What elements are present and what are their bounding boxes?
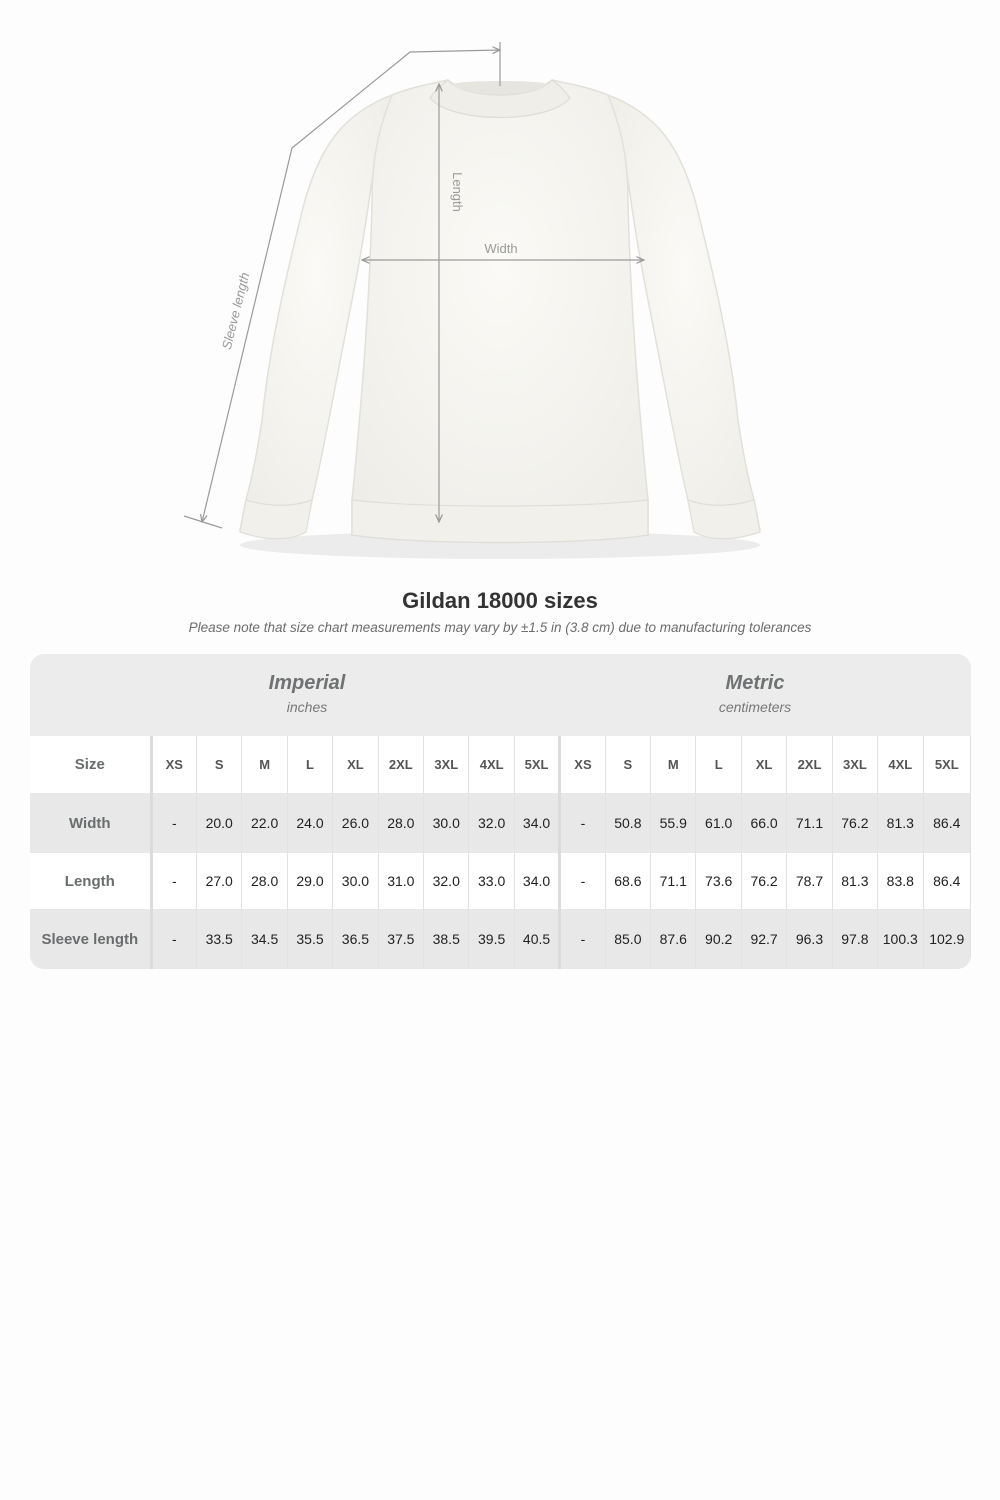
imperial-value-cell: 38.5 (424, 909, 469, 969)
metric-size-cell: 2XL (787, 736, 832, 793)
imperial-size-cell: XS (151, 736, 196, 793)
size-header-row (30, 736, 971, 793)
imperial-header (150, 654, 464, 736)
imperial-value-cell: 31.0 (378, 853, 423, 909)
imperial-value-cell: 34.0 (514, 853, 559, 909)
sleeve-length-label: Sleeve length (218, 270, 253, 351)
metric-size-cell: 3XL (832, 736, 877, 793)
row-label-width: Width (30, 793, 151, 853)
length-label: Length (450, 172, 465, 212)
metric-value-cell: 78.7 (787, 853, 832, 909)
imperial-value-cell: 24.0 (287, 793, 332, 853)
metric-value-cell: 92.7 (741, 909, 786, 969)
size-chart (30, 654, 971, 969)
metric-value-cell: 97.8 (832, 909, 877, 969)
width-label: Width (484, 241, 518, 256)
metric-value-cell: - (560, 793, 605, 853)
metric-header (560, 654, 950, 736)
metric-value-cell: - (560, 853, 605, 909)
imperial-size-cell: 3XL (424, 736, 469, 793)
size-label-cell: Size (30, 736, 151, 793)
imperial-size-cell: 4XL (469, 736, 514, 793)
metric-value-cell: 87.6 (651, 909, 696, 969)
metric-value-cell: 76.2 (741, 853, 786, 909)
imperial-value-cell: 29.0 (287, 853, 332, 909)
metric-value-cell: 71.1 (787, 793, 832, 853)
metric-value-cell: 66.0 (741, 793, 786, 853)
imperial-value-cell: 22.0 (242, 793, 287, 853)
imperial-size-cell: XL (333, 736, 378, 793)
imperial-value-cell: 30.0 (333, 853, 378, 909)
sweatshirt-diagram (0, 0, 1000, 580)
waistband (352, 500, 648, 543)
sweatshirt-illustration (0, 0, 1000, 580)
imperial-value-cell: 37.5 (378, 909, 423, 969)
imperial-size-cell: 2XL (378, 736, 423, 793)
metric-value-cell: 100.3 (878, 909, 923, 969)
metric-value-cell: 90.2 (696, 909, 741, 969)
metric-value-cell: 85.0 (605, 909, 650, 969)
metric-value-cell: 81.3 (878, 793, 923, 853)
garment-body (352, 80, 648, 543)
imperial-value-cell: 32.0 (424, 853, 469, 909)
table-row-width (30, 793, 971, 853)
metric-value-cell: 71.1 (651, 853, 696, 909)
size-table (30, 736, 971, 969)
row-label-length: Length (30, 853, 151, 909)
imperial-value-cell: 35.5 (287, 909, 332, 969)
metric-size-cell: XS (560, 736, 605, 793)
imperial-value-cell: 20.0 (197, 793, 242, 853)
imperial-value-cell: - (151, 853, 196, 909)
metric-value-cell: 76.2 (832, 793, 877, 853)
metric-value-cell: 96.3 (787, 909, 832, 969)
table-row-sleeve-length (30, 909, 971, 969)
metric-unit: centimeters (718, 699, 792, 715)
metric-size-cell: 5XL (923, 736, 971, 793)
imperial-value-cell: 36.5 (333, 909, 378, 969)
imperial-value-cell: - (151, 793, 196, 853)
imperial-value-cell: 27.0 (197, 853, 242, 909)
metric-size-cell: M (651, 736, 696, 793)
row-label-sleeve-length: Sleeve length (30, 909, 151, 969)
metric-size-cell: L (696, 736, 741, 793)
right-cuff (688, 500, 760, 539)
metric-value-cell: 102.9 (923, 909, 971, 969)
metric-value-cell: 73.6 (696, 853, 741, 909)
imperial-value-cell: 32.0 (469, 793, 514, 853)
imperial-value-cell: - (151, 909, 196, 969)
metric-value-cell: 86.4 (923, 793, 971, 853)
imperial-value-cell: 40.5 (514, 909, 559, 969)
imperial-size-cell: M (242, 736, 287, 793)
imperial-title: Imperial (268, 672, 346, 694)
metric-value-cell: 50.8 (605, 793, 650, 853)
left-cuff (240, 500, 312, 539)
metric-size-cell: S (605, 736, 650, 793)
tolerance-note: Please note that size chart measurements may vary by ±1.5 in (3.8 cm) due to manufacturing tolerances (188, 620, 812, 635)
metric-value-cell: 68.6 (605, 853, 650, 909)
metric-value-cell: 61.0 (696, 793, 741, 853)
table-row-length (30, 853, 971, 909)
metric-size-cell: XL (741, 736, 786, 793)
metric-value-cell: 55.9 (651, 793, 696, 853)
imperial-value-cell: 28.0 (242, 853, 287, 909)
imperial-value-cell: 30.0 (424, 793, 469, 853)
imperial-value-cell: 26.0 (333, 793, 378, 853)
metric-value-cell: 81.3 (832, 853, 877, 909)
metric-value-cell: 86.4 (923, 853, 971, 909)
imperial-unit: inches (286, 699, 328, 715)
imperial-value-cell: 28.0 (378, 793, 423, 853)
imperial-size-cell: 5XL (514, 736, 559, 793)
imperial-size-cell: L (287, 736, 332, 793)
metric-size-cell: 4XL (878, 736, 923, 793)
imperial-value-cell: 39.5 (469, 909, 514, 969)
imperial-value-cell: 34.5 (242, 909, 287, 969)
metric-value-cell: 83.8 (878, 853, 923, 909)
metric-title: Metric (725, 672, 785, 694)
page-title: Gildan 18000 sizes (402, 588, 598, 613)
metric-value-cell: - (560, 909, 605, 969)
imperial-value-cell: 34.0 (514, 793, 559, 853)
imperial-value-cell: 33.5 (197, 909, 242, 969)
imperial-size-cell: S (197, 736, 242, 793)
imperial-value-cell: 33.0 (469, 853, 514, 909)
